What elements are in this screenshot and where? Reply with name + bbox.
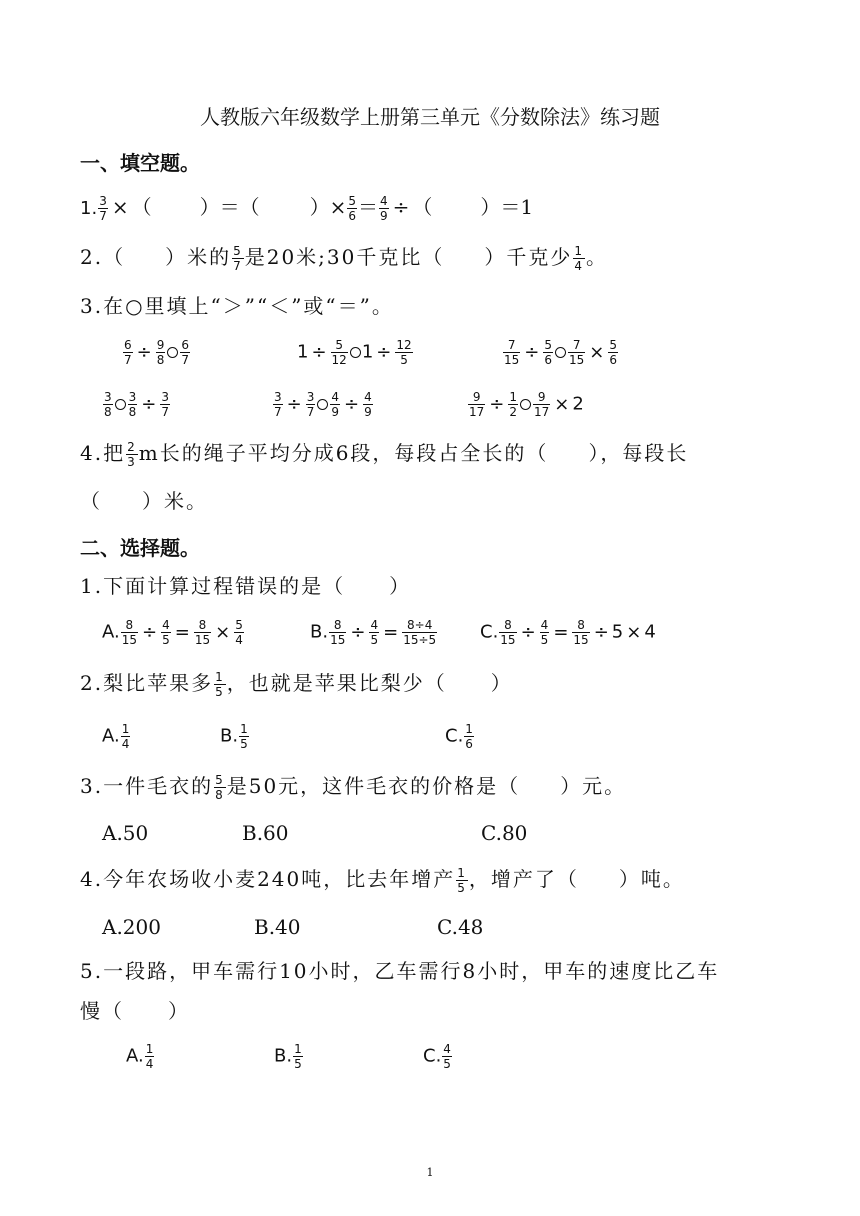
section-heading-choice: 二、选择题。 (80, 536, 200, 560)
option-2-1-c[interactable]: C. $\frac{8}{15}$ ÷ $\frac{4}{5}$ = $\frac{8}{15}$ ÷ 5 × 4 (480, 618, 656, 647)
compare-circle[interactable] (167, 347, 178, 358)
option-2-1-b[interactable]: B. $\frac{8}{15}$ ÷ $\frac{4}{5}$ = $\frac{8\div 4}{15\div 5}$ (310, 618, 437, 647)
page-number: 1 (426, 1166, 434, 1179)
question-1-2: 2.（ ）米的 $\frac{5}{7}$ 是20米;30千克比（ ）千克少 $\frac{1}{4}$ 。 (80, 244, 609, 273)
option-2-2-c[interactable]: C. $\frac{1}{6}$ (445, 722, 473, 751)
question-1-4-cont: （ ）米。 (80, 489, 208, 513)
question-2-1: 1.下面计算过程错误的是（ ） (80, 574, 412, 598)
compare-1c: $\frac{7}{15}$ ÷ $\frac{5}{6}$ $\frac{7}{15}$ × $\frac{5}{6}$ (504, 338, 618, 367)
option-2-5-b[interactable]: B. $\frac{1}{5}$ (274, 1042, 302, 1071)
question-2-5-cont: 慢（ ） (80, 999, 190, 1023)
question-1-4: 4.把 $\frac{2}{3}$ m长的绳子平均分成6段，每段占全长的（ ），每段长 (80, 440, 689, 469)
compare-2b: $\frac{3}{7}$ ÷ $\frac{3}{7}$ $\frac{4}{9}$ ÷ $\frac{4}{9}$ (274, 390, 372, 419)
compare-circle[interactable] (317, 399, 328, 410)
option-2-4-c[interactable]: C.48 (437, 915, 484, 939)
question-2-4: 4.今年农场收小麦240吨，比去年增产 $\frac{1}{5}$ ，增产了（ ）吨。 (80, 866, 685, 895)
compare-circle[interactable] (350, 347, 361, 358)
compare-2a: $\frac{3}{8}$ $\frac{3}{8}$ ÷ $\frac{3}{7}$ (104, 390, 170, 419)
compare-1a: $\frac{6}{7}$ ÷ $\frac{9}{8}$ $\frac{6}{7}$ (124, 338, 190, 367)
option-2-5-c[interactable]: C. $\frac{4}{5}$ (423, 1042, 451, 1071)
compare-1b: 1 ÷ $\frac{5}{12}$ 1 ÷ $\frac{12}{5}$ (297, 338, 412, 367)
option-2-1-a[interactable]: A. $\frac{8}{15}$ ÷ $\frac{4}{5}$ = $\frac{8}{15}$ × $\frac{5}{4}$ (102, 618, 243, 647)
option-2-3-c[interactable]: C.80 (481, 821, 528, 845)
question-2-5: 5.一段路，甲车需行10小时，乙车需行8小时，甲车的速度比乙车 (80, 959, 720, 983)
option-2-3-b[interactable]: B.60 (242, 821, 289, 845)
question-2-2: 2.梨比苹果多 $\frac{1}{5}$ ，也就是苹果比梨少（ ） (80, 670, 513, 699)
fraction: $\frac{3}{7}$ (99, 194, 107, 223)
page-title: 人教版六年级数学上册第三单元《分数除法》练习题 (200, 105, 660, 129)
option-2-2-b[interactable]: B. $\frac{1}{5}$ (220, 722, 248, 751)
option-2-4-a[interactable]: A.200 (102, 915, 161, 939)
question-1-1: 1. $\frac{3}{7}$ × （ ）＝（ ）× $\frac{5}{6}$ ＝ $\frac{4}{9}$ ÷ （ ）＝1 (80, 194, 534, 223)
compare-circle[interactable] (520, 399, 531, 410)
compare-circle[interactable] (555, 347, 566, 358)
compare-circle[interactable] (115, 399, 126, 410)
question-2-3: 3.一件毛衣的 $\frac{5}{8}$ 是50元，这件毛衣的价格是（ ）元。 (80, 773, 627, 802)
option-2-3-a[interactable]: A.50 (102, 821, 149, 845)
option-2-5-a[interactable]: A. $\frac{1}{4}$ (126, 1042, 154, 1071)
option-2-4-b[interactable]: B.40 (254, 915, 301, 939)
question-1-3: 3.在○里填上“＞”“＜”或“＝”。 (80, 294, 394, 318)
section-heading-fill-in: 一、填空题。 (80, 151, 200, 175)
compare-2c: $\frac{9}{17}$ ÷ $\frac{1}{2}$ $\frac{9}{17}$ × 2 (469, 390, 584, 419)
option-2-2-a[interactable]: A. $\frac{1}{4}$ (102, 722, 130, 751)
